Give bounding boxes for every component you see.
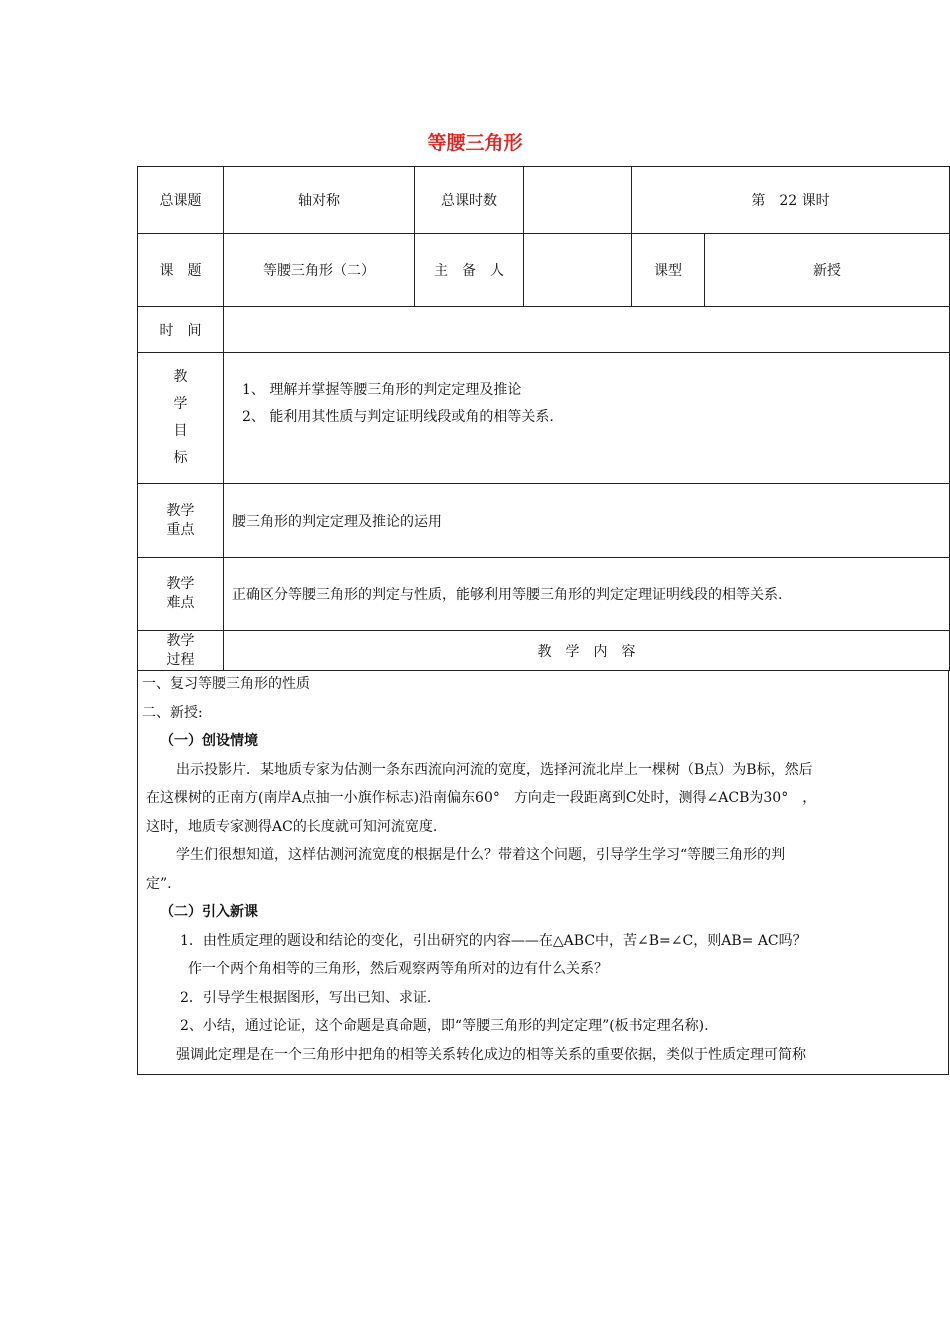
label-topic: 总课题 <box>138 167 224 234</box>
paragraph: 在这棵树的正南方(南岸A点抽一小旗作标志)沿南偏东60° 方向走一段距离到C处时，测得∠ACB为30° ， <box>146 790 817 806</box>
label-preparer: 主 备 人 <box>415 234 524 307</box>
lesson-number: 第 22 课时 <box>632 167 950 234</box>
teaching-content <box>137 670 949 1075</box>
topic-value: 轴对称 <box>224 167 415 234</box>
goal-item: 2、 能利用其性质与判定证明线段或角的相等关系. <box>242 409 554 425</box>
lesson-value: 等腰三角形（二） <box>224 234 415 307</box>
list-item: 作一个两个角相等的三角形，然后观察两等角所对的边有什么关系？ <box>188 961 608 977</box>
list-item: 1．由性质定理的题设和结论的变化，引出研究的内容——在△ABC中，苦∠B=∠C，则AB= AC吗？ <box>180 932 807 949</box>
total-hours-value <box>524 167 632 234</box>
section2-heading: （二）引入新课 <box>160 904 258 920</box>
label-total-hours: 总课时数 <box>415 167 524 234</box>
paragraph: 定”. <box>146 875 172 892</box>
label-lesson-type: 课型 <box>632 234 705 307</box>
lesson-type-value: 新授 <box>705 234 950 307</box>
label-time: 时 间 <box>138 307 224 353</box>
paragraph: 强调此定理是在一个三角形中把角的相等关系转化成边的相等关系的重要依据，类似于性质定理可简称 <box>176 1046 806 1063</box>
goal-item: 1、 理解并掌握等腰三角形的判定定理及推论 <box>242 382 522 398</box>
label-goals: 教 学 目 标 <box>138 353 224 484</box>
paragraph: 这时，地质专家测得AC的长度就可知河流宽度. <box>146 818 438 835</box>
difficulty-value: 正确区分等腰三角形的判定与性质，能够利用等腰三角形的判定定理证明线段的相等关系. <box>224 558 950 631</box>
label-process: 教学 过程 <box>138 631 224 671</box>
lesson-plan-table <box>137 166 950 671</box>
section1-heading: （一）创设情境 <box>160 733 258 749</box>
list-item: 2、小结，通过论证，这个命题是真命题，即“等腰三角形的判定定理”(板书定理名称). <box>180 1018 709 1034</box>
new-lesson-heading: 二、新授: <box>142 704 203 721</box>
time-value <box>224 307 950 353</box>
process-header: 教 学 内 容 <box>224 631 950 671</box>
preparer-value <box>524 234 632 307</box>
key-points-value: 腰三角形的判定定理及推论的运用 <box>224 484 950 558</box>
label-lesson: 课 题 <box>138 234 224 307</box>
goals-content <box>224 353 950 484</box>
paragraph: 学生们很想知道，这样估测河流宽度的根据是什么？带着这个问题，引导学生学习“等腰三角形的判 <box>176 847 786 863</box>
paragraph: 出示投影片．某地质专家为估测一条东西流向河流的宽度，选择河流北岸上一棵树（B点）为B标，然后 <box>176 761 813 778</box>
list-item: 2．引导学生根据图形，写出已知、求证. <box>180 989 432 1006</box>
review-heading: 一、复习等腰三角形的性质 <box>142 676 310 692</box>
label-difficulty: 教学 难点 <box>138 558 224 631</box>
page-title: 等腰三角形 <box>427 132 523 154</box>
label-key-points: 教学 重点 <box>138 484 224 558</box>
